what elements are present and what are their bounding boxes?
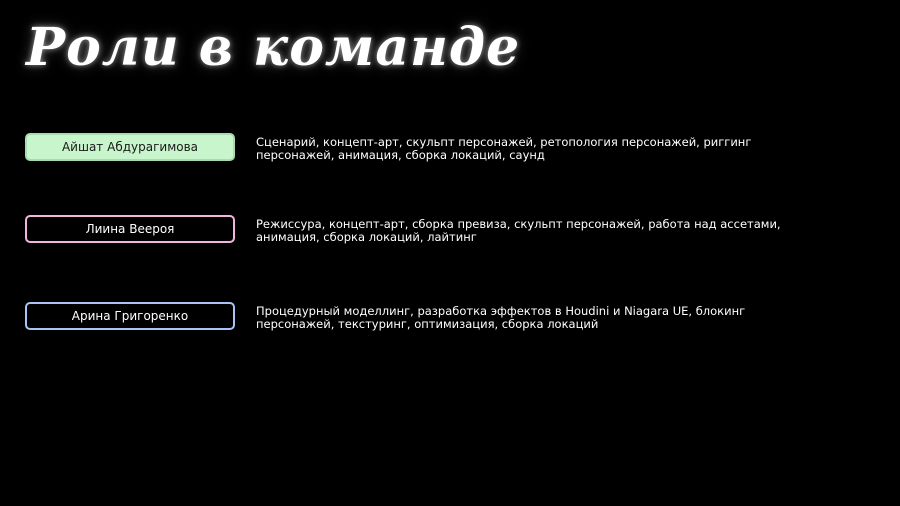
member-roles-text: Сценарий, концепт-арт, скульпт персонажей, ретопология персонажей, риггинг персонажей, анимация, сборка локаций, саунд	[256, 135, 752, 162]
member-name-badge: Айшат Абдурагимова	[25, 133, 235, 161]
member-name-badge: Лиина Веероя	[25, 215, 235, 243]
member-roles-text: Процедурный моделлинг, разработка эффектов в Houdini и Niagara UE, блокинг персонажей, текстуринг, оптимизация, сборка локаций	[256, 304, 746, 331]
member-name-badge: Арина Григоренко	[25, 302, 235, 330]
slide-title: Роли в команде	[26, 17, 521, 78]
member-roles-text: Режиссура, концепт-арт, сборка превиза, скульпт персонажей, работа над ассетами, анимация, сборка локаций, лайтинг	[256, 217, 781, 244]
